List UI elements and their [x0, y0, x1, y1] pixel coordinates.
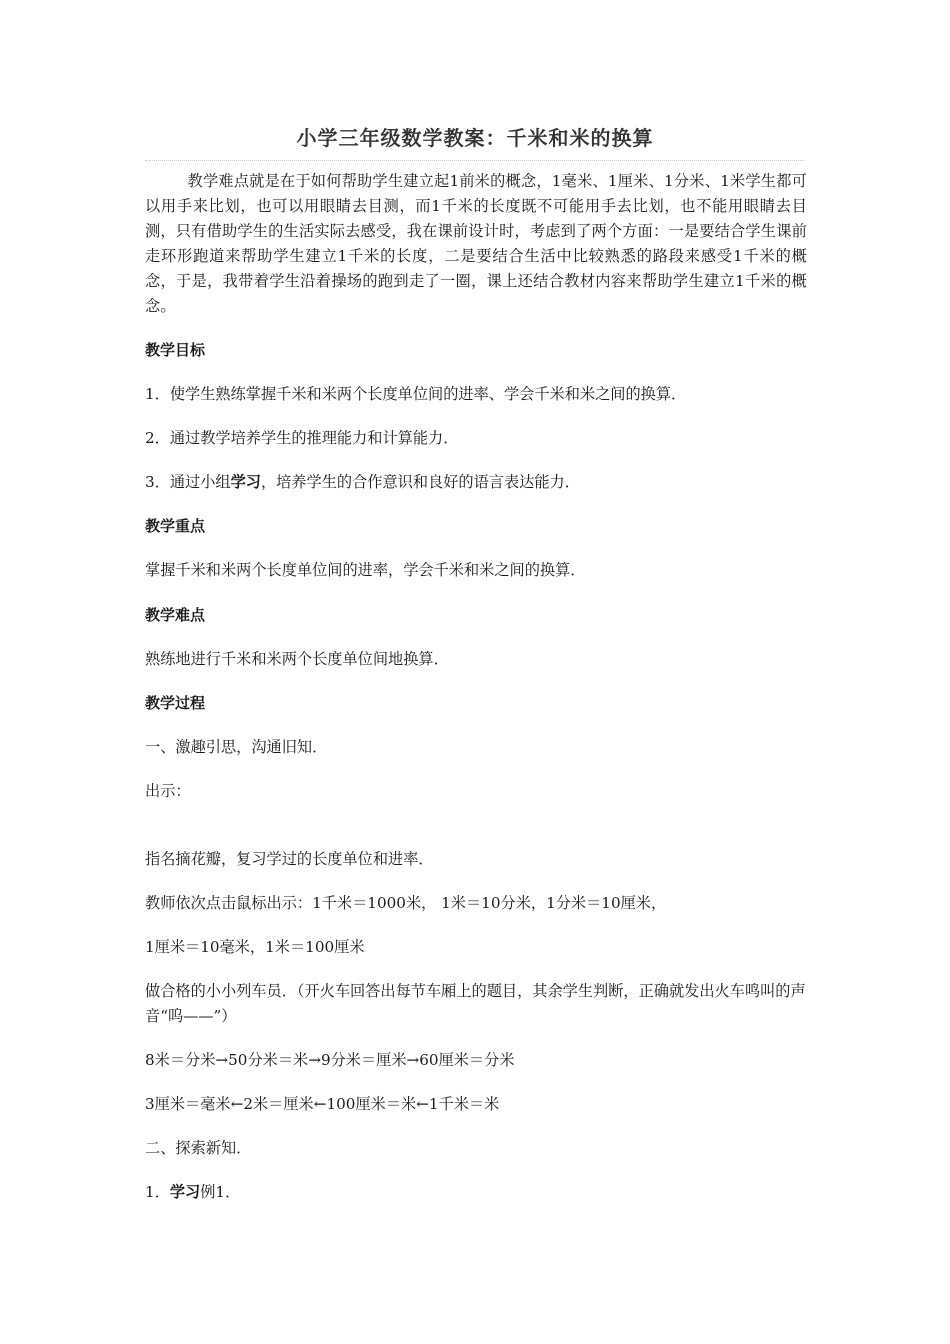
page-title: 小学三年级数学教案：千米和米的换算	[296, 126, 654, 150]
intro-paragraph: 教学难点就是在于如何帮助学生建立起1前米的概念，1毫米、1厘米、1分米、1米学生都可以用手来比划，也可以用眼睛去目测，而1千米的长度既不可能用手去比划，也不能用眼睛去目测，只有借助学生的生活实际去感受，我在课前设计时，考虑到了两个方面：一是要结合学生课前走环形跑道来帮助学生建立1千米的长度，二是要结合生活中比较熟悉的路段来感受1千米的概念，于是，我带着学生沿着操场的跑到走了一圈，课上还结合教材内容来帮助学生建立1千米的概念。	[145, 172, 807, 315]
process-step-1: 一、激趣引思，沟通旧知．	[145, 738, 328, 756]
title-divider	[145, 160, 805, 161]
process-heading: 教学过程	[145, 694, 206, 712]
goal-item-3	[145, 470, 815, 495]
key-points-text: 掌握千米和米两个长度单位间的进率，学会千米和米之间的换算．	[145, 561, 586, 579]
goal-item-1: 1．使学生熟练掌握千米和米两个长度单位间的进率、学会千米和米之间的换算．	[145, 385, 687, 403]
example-post: 例1．	[200, 1183, 241, 1201]
example-pre: 1．	[145, 1183, 170, 1201]
process-petal: 指名摘花瓣，复习学过的长度单位和进率．	[145, 850, 434, 868]
goals-heading: 教学目标	[145, 341, 206, 359]
goal-item-3-link[interactable]: 学习	[230, 473, 261, 491]
goal-item-3-post: ，培养学生的合作意识和良好的语言表达能力．	[260, 473, 580, 491]
process-teacher: 教师依次点击鼠标出示：1千米＝1000米， 1米＝10分米，1分米＝10厘米，	[145, 894, 667, 912]
example-link[interactable]: 学习	[169, 1183, 201, 1201]
process-step-2: 二、探索新知．	[145, 1139, 252, 1157]
process-row-1: 8米＝分米→50分米＝米→9分米＝厘米→60厘米＝分米	[145, 1051, 515, 1069]
process-train: 做合格的小小列车员．（开火车回答出每节车厢上的题目，其余学生判断，正确就发出火车鸣叫的声音“呜——”）	[145, 982, 806, 1025]
process-show: 出示：	[145, 782, 191, 800]
goal-item-2: 2．通过教学培养学生的推理能力和计算能力．	[145, 429, 459, 447]
key-points-heading: 教学重点	[145, 517, 206, 535]
process-teacher-2: 1厘米＝10毫米，1米＝100厘米	[145, 938, 365, 956]
process-row-2: 3厘米＝毫米←2米＝厘米←100厘米＝米←1千米＝米	[145, 1095, 500, 1113]
goal-item-3-pre: 3．通过小组	[145, 473, 231, 491]
difficulties-text: 熟练地进行千米和米两个长度单位间地换算．	[145, 650, 449, 668]
difficulties-heading: 教学难点	[145, 606, 206, 624]
process-example	[145, 1180, 815, 1205]
